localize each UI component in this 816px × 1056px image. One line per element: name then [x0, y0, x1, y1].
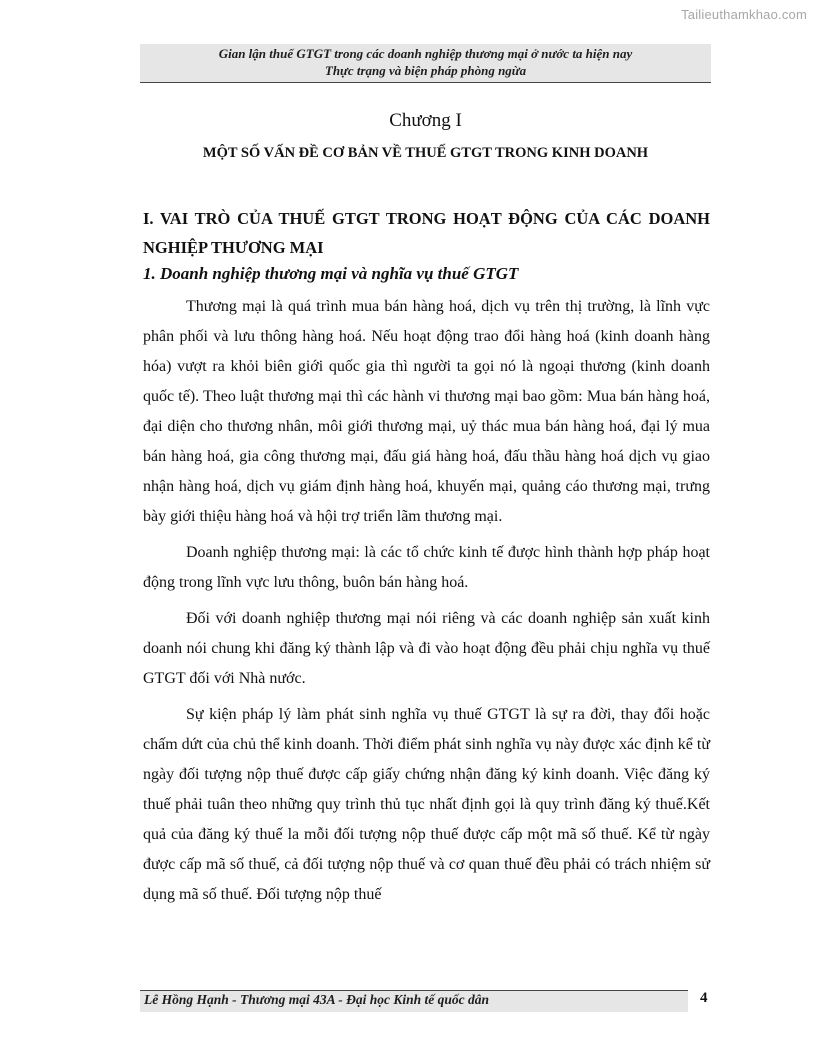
watermark-text: Tailieuthamkhao.com [681, 7, 807, 22]
header-title-line-2: Thực trạng và biện pháp phòng ngừa [324, 63, 527, 78]
paragraph: Sự kiện pháp lý làm phát sinh nghĩa vụ thuế GTGT là sự ra đời, thay đổi hoặc chấm dứt của chủ thể kinh doanh. Thời điểm phát sinh nghĩa vụ này được xác định kể từ ngày đối tượng nộp thuế được cấp giấy chứng nhận đăng ký kinh doanh. Việc đăng ký thuế phải tuân theo những quy trình thủ tục nhất định gọi là quy trình đăng ký thuế.Kết quả của đăng ký thuế la mỗi đối tượng nộp thuế được cấp một mã số thuế. Kể từ ngày được cấp mã số thuế, cả đối tượng nộp thuế và cơ quan thuế đều phải có trách nhiệm sử dụng mã số thuế. Đối tượng nộp thuế [143, 706, 710, 903]
paragraph: Đối với doanh nghiệp thương mại nói riêng và các doanh nghiệp sản xuất kinh doanh nói chung khi đăng ký thành lập và đi vào hoạt động đều phải chịu nghĩa vụ thuế GTGT đối với Nhà nước. [143, 610, 710, 687]
paragraph: Thương mại là quá trình mua bán hàng hoá, dịch vụ trên thị trường, là lĩnh vực phân phối và lưu thông hàng hoá. Nếu hoạt động trao đổi hàng hoá (kinh doanh hàng hóa) vượt ra khỏi biên giới quốc gia thì người ta gọi nó là ngoại thương (kinh doanh quốc tế). Theo luật thương mại thì các hành vi thương mại bao gồm: Mua bán hàng hoá, đại diện cho thương nhân, môi giới thương mại, uỷ thác mua bán hàng hoá, đại lý mua bán hàng hoá, gia công thương mại, đấu giá hàng hoá, đấu thầu hàng hoá dịch vụ giao nhận hàng hoá, dịch vụ giám định hàng hoá, khuyến mại, quảng cáo thương mại, trưng bày giới thiệu hàng hoá và hội trợ triển lãm thương mại. [143, 298, 710, 525]
running-header [140, 44, 711, 83]
header-title-line-1: Gian lận thuế GTGT trong các doanh nghiệp thương mại ở nước ta hiện nay [218, 46, 633, 61]
paragraph: Doanh nghiệp thương mại: là các tổ chức kinh tế được hình thành hợp pháp hoạt động trong lĩnh vực lưu thông, buôn bán hàng hoá. [143, 544, 710, 591]
running-footer [140, 990, 688, 1012]
chapter-label: Chương I [389, 110, 462, 131]
section-heading: I. VAI TRÒ CỦA THUẾ GTGT TRONG HOẠT ĐỘNG CỦA CÁC DOANH NGHIỆP THƯƠNG MẠI [143, 209, 710, 257]
body-text [143, 292, 710, 916]
subsection-heading: 1. Doanh nghiệp thương mại và nghĩa vụ thuế GTGT [143, 264, 519, 283]
chapter-title: MỘT SỐ VẤN ĐỀ CƠ BẢN VỀ THUẾ GTGT TRONG KINH DOANH [202, 145, 649, 161]
footer-author-text: Lê Hồng Hạnh - Thương mại 43A - Đại học Kinh tế quốc dân [144, 992, 490, 1007]
page-number: 4 [700, 990, 708, 1006]
